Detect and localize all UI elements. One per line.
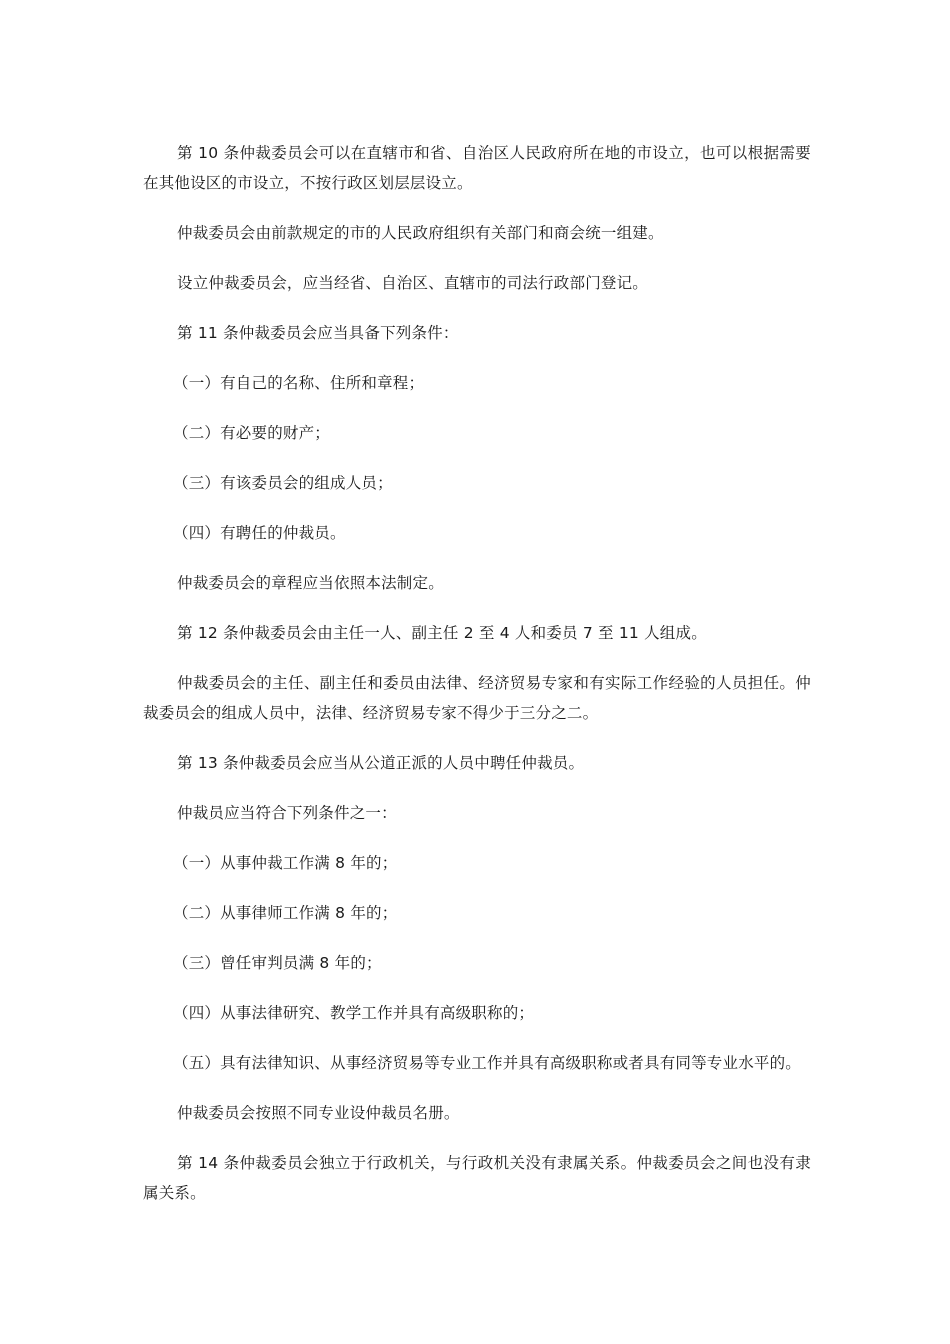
- paragraph: 设立仲裁委员会，应当经省、自治区、直辖市的司法行政部门登记。: [177, 274, 649, 292]
- list-item: （二）有必要的财产；: [173, 424, 331, 442]
- list-item: （四）有聘任的仲裁员。: [173, 524, 346, 542]
- paragraph: 仲裁委员会由前款规定的市的人民政府组织有关部门和商会统一组建。: [177, 224, 664, 242]
- list-item: （五）具有法律知识、从事经济贸易等专业工作并具有高级职称或者具有同等专业水平的。: [173, 1054, 802, 1072]
- list-item: （三）有该委员会的组成人员；: [173, 474, 393, 492]
- paragraph-article-10: 第 10 条仲裁委员会可以在直辖市和省、自治区人民政府所在地的市设立，也可以根据需要在其他设区的市设立，不按行政区划层层设立。: [143, 144, 811, 192]
- paragraph-article-12: 第 12 条仲裁委员会由主任一人、副主任 2 至 4 人和委员 7 至 11 人组成。: [177, 624, 707, 642]
- document-body: [143, 138, 811, 1228]
- paragraph-article-11: 第 11 条仲裁委员会应当具备下列条件：: [177, 324, 459, 342]
- paragraph: 仲裁委员会的章程应当依照本法制定。: [177, 574, 444, 592]
- list-item: （二）从事律师工作满 8 年的；: [173, 904, 398, 922]
- paragraph: 仲裁委员会的主任、副主任和委员由法律、经济贸易专家和有实际工作经验的人员担任。仲裁委员会的组成人员中，法律、经济贸易专家不得少于三分之二。: [143, 674, 811, 722]
- list-item: （一）从事仲裁工作满 8 年的；: [173, 854, 398, 872]
- paragraph-article-14: 第 14 条仲裁委员会独立于行政机关，与行政机关没有隶属关系。仲裁委员会之间也没有隶属关系。: [143, 1154, 811, 1202]
- paragraph: 仲裁委员会按照不同专业设仲裁员名册。: [177, 1104, 460, 1122]
- paragraph: 仲裁员应当符合下列条件之一：: [177, 804, 397, 822]
- paragraph-article-13: 第 13 条仲裁委员会应当从公道正派的人员中聘任仲裁员。: [177, 754, 585, 772]
- list-item: （一）有自己的名称、住所和章程；: [173, 374, 425, 392]
- list-item: （四）从事法律研究、教学工作并具有高级职称的；: [173, 1004, 535, 1022]
- list-item: （三）曾任审判员满 8 年的；: [173, 954, 382, 972]
